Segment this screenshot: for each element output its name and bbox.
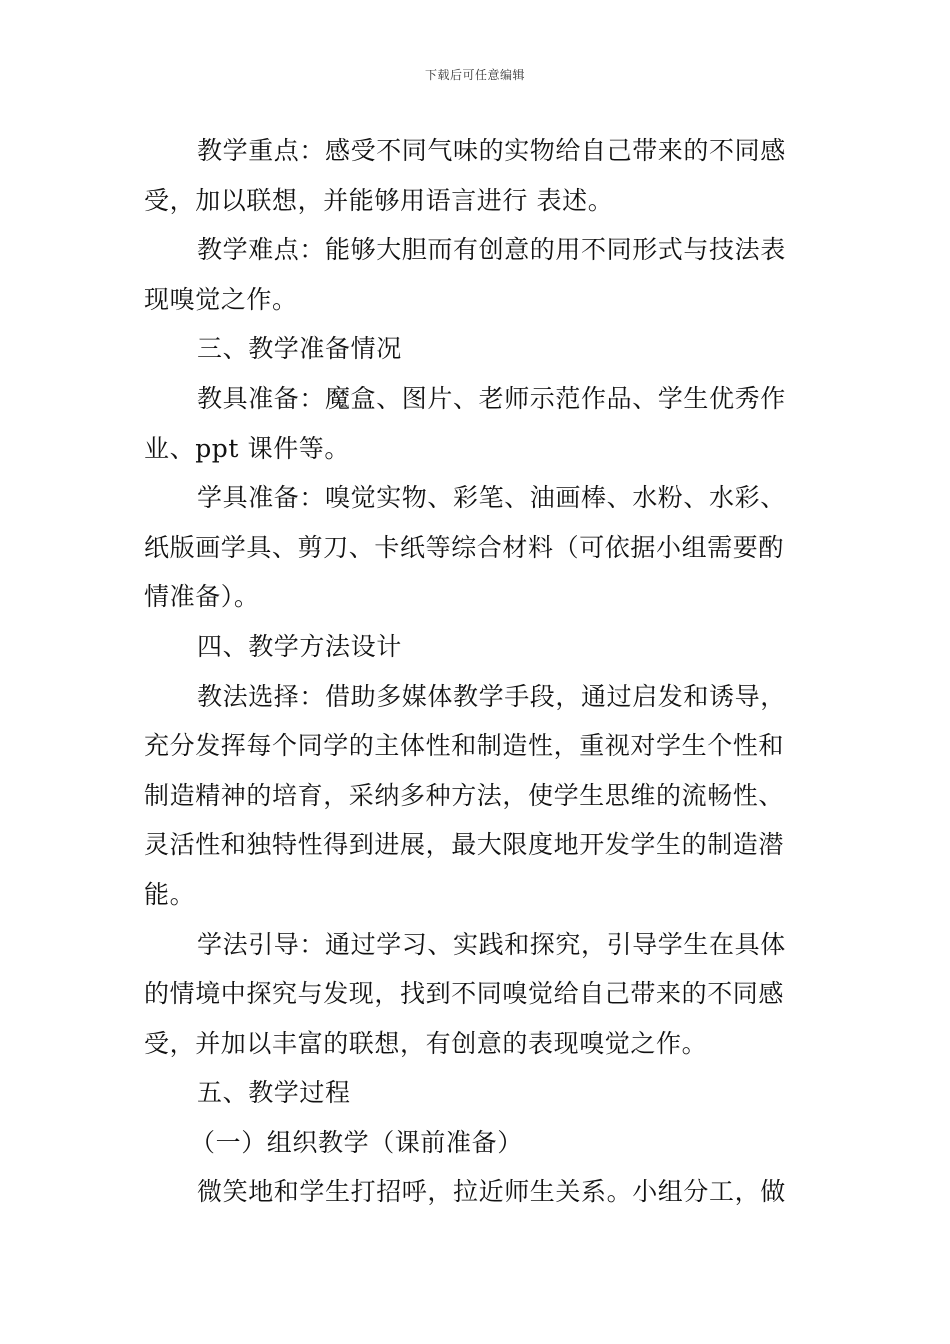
paragraph-line: 灵活性和独特性得到进展，最大限度地开发学生的制造潜 — [144, 830, 785, 860]
section-heading: 三、教学准备情况 — [197, 334, 402, 364]
paragraph-line: 业、ppt 课件等。 — [144, 433, 351, 463]
paragraph-line: 受，加以联想，并能够用语言进行 表述。 — [144, 185, 614, 215]
paragraph-line: 现嗅觉之作。 — [144, 284, 298, 314]
paragraph-line: 情准备）。 — [144, 582, 260, 612]
paragraph-line: 制造精神的培育，采纳多种方法，使学生思维的流畅性、 — [144, 780, 785, 810]
paragraph-line: 充分发挥每个同学的主体性和制造性，重视对学生个性和 — [144, 731, 785, 761]
paragraph-line: 教学重点：感受不同气味的实物给自己带来的不同感 — [197, 136, 786, 165]
paragraph-line: 能。 — [144, 879, 196, 909]
page-header: 下载后可任意编辑 — [424, 68, 525, 82]
paragraph-line: 纸版画学具、剪刀、卡纸等综合材料（可依据小组需要酌 — [144, 532, 785, 562]
section-heading: 四、教学方法设计 — [197, 631, 402, 661]
paragraph-line: 受，并加以丰富的联想，有创意的表现嗅觉之作。 — [144, 1028, 708, 1058]
paragraph-line: 教学难点：能够大胆而有创意的用不同形式与技法表 — [197, 235, 786, 265]
paragraph-line: 学法引导：通过学习、实践和探究，引导学生在具体 — [197, 929, 786, 959]
paragraph-line: 教具准备：魔盒、图片、老师示范作品、学生优秀作 — [197, 383, 786, 413]
paragraph-line: 微笑地和学生打招呼，拉近师生关系。小组分工，做 — [197, 1177, 786, 1207]
paragraph-line: 教法选择：借助多媒体教学手段，通过启发和诱导， — [197, 681, 786, 711]
subsection-heading: （一）组织教学（课前准备） — [190, 1127, 523, 1157]
document-body — [144, 126, 808, 1217]
paragraph-line: 学具准备：嗅觉实物、彩笔、油画棒、水粉、水彩、 — [197, 483, 786, 513]
section-heading: 五、教学过程 — [197, 1078, 351, 1108]
paragraph-line: 的情境中探究与发现，找到不同嗅觉给自己带来的不同感 — [144, 979, 785, 1009]
